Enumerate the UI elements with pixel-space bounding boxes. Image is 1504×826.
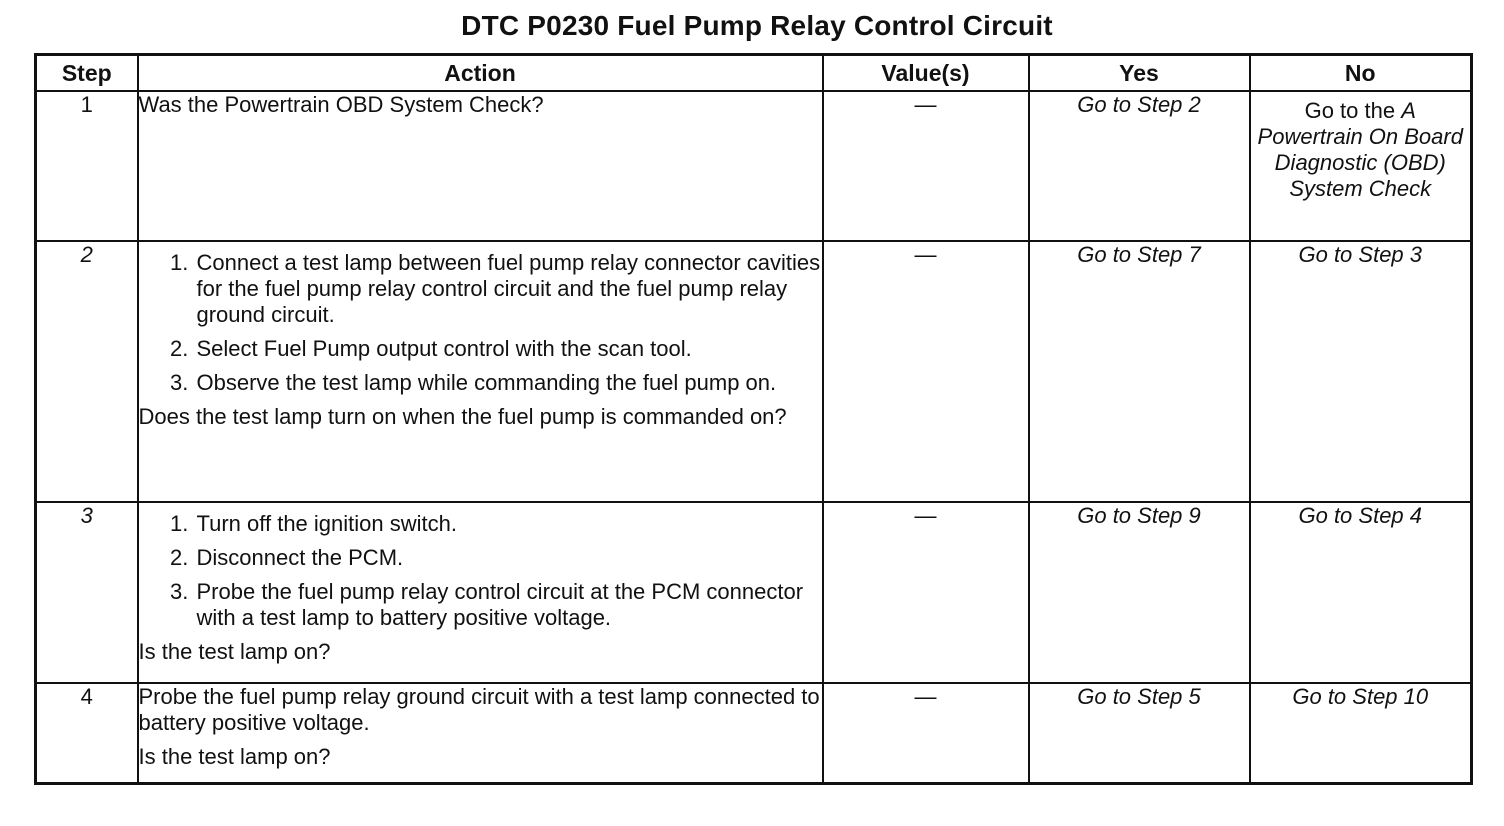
action-question: Is the test lamp on? [138,744,331,769]
list-item: 2. Disconnect the PCM. [195,545,822,571]
col-header-no: No [1250,55,1472,92]
value-cell: — [823,91,1029,241]
action-text: Was the Powertrain OBD System Check? [138,92,544,117]
list-item: 3. Probe the fuel pump relay control circuit at the PCM connector with a test lamp to battery positive voltage. [195,579,822,631]
action-text: Probe the fuel pump relay ground circuit with a test lamp connected to battery positive voltage. [138,684,820,735]
table-row [36,241,1472,502]
no-reference: A Powertrain On Board Diagnostic (OBD) System Check [1257,98,1463,201]
action-question: Does the test lamp turn on when the fuel pump is commanded on? [138,404,787,429]
col-header-step: Step [36,55,138,92]
action-cell [138,502,823,683]
list-item: 1. Connect a test lamp between fuel pump relay connector cavities for the fuel pump relay control circuit and the fuel pump relay ground circuit. [195,250,822,328]
table-row [36,683,1472,783]
list-item: 3. Observe the test lamp while commanding the fuel pump on. [195,370,822,396]
table-header-row [36,55,1472,92]
action-cell [138,683,823,783]
col-header-action: Action [138,55,823,92]
no-cell: Go to Step 3 [1250,241,1472,502]
action-steps-list [139,511,822,631]
yes-cell: Go to Step 2 [1029,91,1250,241]
diagnostic-table [34,53,1473,785]
yes-cell: Go to Step 9 [1029,502,1250,683]
yes-cell: Go to Step 5 [1029,683,1250,783]
yes-cell: Go to Step 7 [1029,241,1250,502]
list-item: 2. Select Fuel Pump output control with the scan tool. [195,336,822,362]
col-header-values: Value(s) [823,55,1029,92]
no-cell [1250,91,1472,241]
list-item: 1. Turn off the ignition switch. [195,511,822,537]
step-number: 2 [36,241,138,502]
action-steps-list [139,250,822,396]
action-question: Is the test lamp on? [138,639,331,664]
no-cell: Go to Step 4 [1250,502,1472,683]
step-number: 3 [36,502,138,683]
step-number: 1 [36,91,138,241]
action-cell [138,241,823,502]
col-header-yes: Yes [1029,55,1250,92]
value-cell: — [823,683,1029,783]
table-row [36,91,1472,241]
action-cell [138,91,823,241]
step-number: 4 [36,683,138,783]
table-row [36,502,1472,683]
no-prefix: Go to the [1304,98,1402,123]
value-cell: — [823,241,1029,502]
no-cell: Go to Step 10 [1250,683,1472,783]
page-title: DTC P0230 Fuel Pump Relay Control Circuit [461,10,1053,41]
value-cell: — [823,502,1029,683]
